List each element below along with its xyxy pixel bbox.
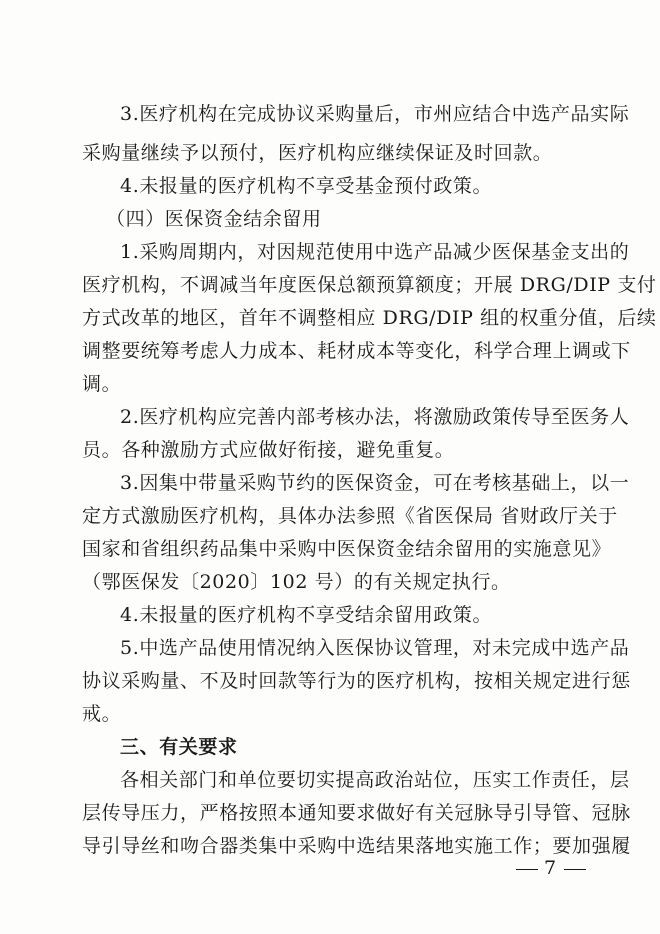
paragraph-line: 戒。: [82, 703, 122, 725]
paragraph-line: 方式改革的地区，首年不调整相应 DRG/DIP 组的权重分值，后续: [82, 307, 657, 329]
paragraph-line: 层传导压力，严格按照本通知要求做好有关冠脉导引导管、冠脉: [82, 802, 631, 824]
paragraph-line: （鄂医保发〔2020〕102 号）的有关规定执行。: [82, 571, 511, 593]
paragraph-line: 协议采购量、不及时回款等行为的医疗机构，按相关规定进行惩: [82, 670, 631, 692]
paragraph-line: 4.未报量的医疗机构不享受基金预付政策。: [120, 175, 493, 197]
paragraph-line: 定方式激励医疗机构，具体办法参照《省医保局 省财政厅关于: [82, 505, 618, 527]
paragraph-line: 调。: [82, 373, 122, 395]
paragraph-line: 2.医疗机构应完善内部考核办法，将激励政策传导至医务人: [120, 406, 630, 428]
paragraph-line: 采购量继续予以预付，医疗机构应继续保证及时回款。: [82, 142, 553, 164]
paragraph-line: 4.未报量的医疗机构不享受结余留用政策。: [120, 604, 493, 626]
paragraph-line: 导引导丝和吻合器类集中采购中选结果落地实施工作；要加强履: [82, 835, 631, 857]
paragraph-line: 员。各种激励方式应做好衔接，避免重复。: [82, 439, 455, 461]
paragraph-line: 调整要统筹考虑人力成本、耗材成本等变化，科学合理上调或下: [82, 340, 631, 362]
paragraph-line: 国家和省组织药品集中采购中医保资金结余留用的实施意见》: [82, 538, 612, 560]
paragraph-line: 各相关部门和单位要切实提高政治站位，压实工作责任，层: [120, 769, 630, 791]
paragraph-line: 医疗机构，不调减当年度医保总额预算额度；开展 DRG/DIP 支付: [82, 274, 657, 296]
paragraph-line: 3.医疗机构在完成协议采购量后，市州应结合中选产品实际: [120, 103, 630, 125]
page-number: [510, 854, 592, 882]
section-subheading: （四）医保资金结余留用: [106, 208, 322, 230]
section-heading: 三、有关要求: [120, 736, 238, 758]
paragraph-line: 3.因集中带量采购节约的医保资金，可在考核基础上，以一: [120, 472, 630, 494]
paragraph-line: 1.采购周期内，对因规范使用中选产品减少医保基金支出的: [120, 241, 630, 263]
page-number-dash-right: [564, 869, 586, 870]
page-number-dash-left: [516, 869, 538, 870]
page-number-value: 7: [544, 857, 559, 879]
paragraph-line: 5.中选产品使用情况纳入医保协议管理，对未完成中选产品: [120, 637, 630, 659]
